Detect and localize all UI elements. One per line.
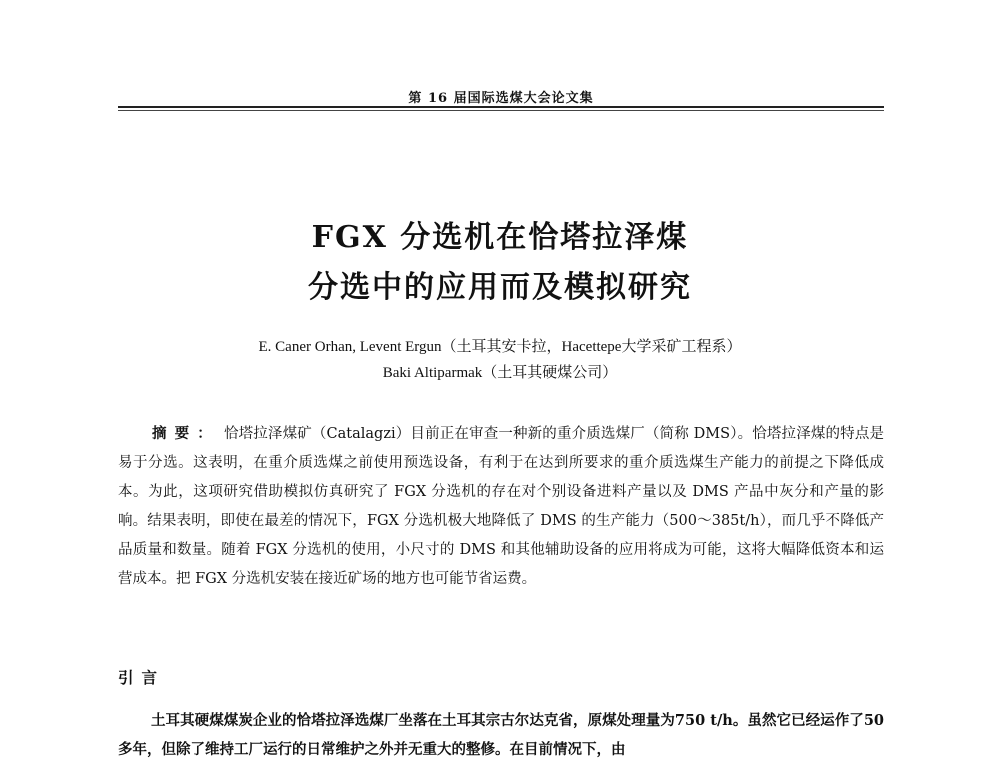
abstract-text: 恰塔拉泽煤矿（Catalagzi）目前正在审查一种新的重介质选煤厂（简称 DMS）。恰塔拉泽煤的特点是易于分选。这表明，在重介质选煤之前使用预选设备，有利于在达到所要求的重介质选煤生产能力的前提之下降低成本。为此，这项研究借助模拟仿真研究了 FGX 分选机的存在对个别设备进料产量以及 DMS 产品中灰分和产量的影响。结果表明，即使在最差的情况下，FGX 分选机极大地降低了 DMS 的生产能力（500～385t/h），而几乎不降低产品质量和数量。随着 FGX 分选机的使用，小尺寸的 DMS 和其他辅助设备的应用将成为可能，这将大幅降低资本和运营成本。把 FGX 分选机安装在接近矿场的地方也可能节省运费。 xyxy=(118,426,884,587)
paper-title-line-2: 分选中的应用而及模拟研究 xyxy=(308,270,692,305)
running-head: 第 16 届国际选煤大会论文集 xyxy=(408,91,594,106)
abstract xyxy=(118,419,884,594)
section-heading-introduction: 引言 xyxy=(118,668,166,687)
introduction-paragraph: 土耳其硬煤煤炭企业的恰塔拉泽选煤厂坐落在土耳其宗古尔达克省，原煤处理量为750 t/h。虽然它已经运作了50多年，但除了维持工厂运行的日常维护之外并无重大的整修。在目前情况下，由 xyxy=(118,712,884,758)
paper-title-line-1: FGX 分选机在恰塔拉泽煤 xyxy=(311,220,689,255)
header-rule xyxy=(118,106,884,108)
author-affiliation-2: Baki Altiparmak（土耳其硬煤公司） xyxy=(382,365,618,381)
header-rule-thin xyxy=(118,110,884,111)
author-affiliation-1: E. Caner Orhan, Levent Ergun（土耳其安卡拉，Hacettepe大学采矿工程系） xyxy=(258,339,742,355)
abstract-label: 摘要： xyxy=(152,425,220,442)
